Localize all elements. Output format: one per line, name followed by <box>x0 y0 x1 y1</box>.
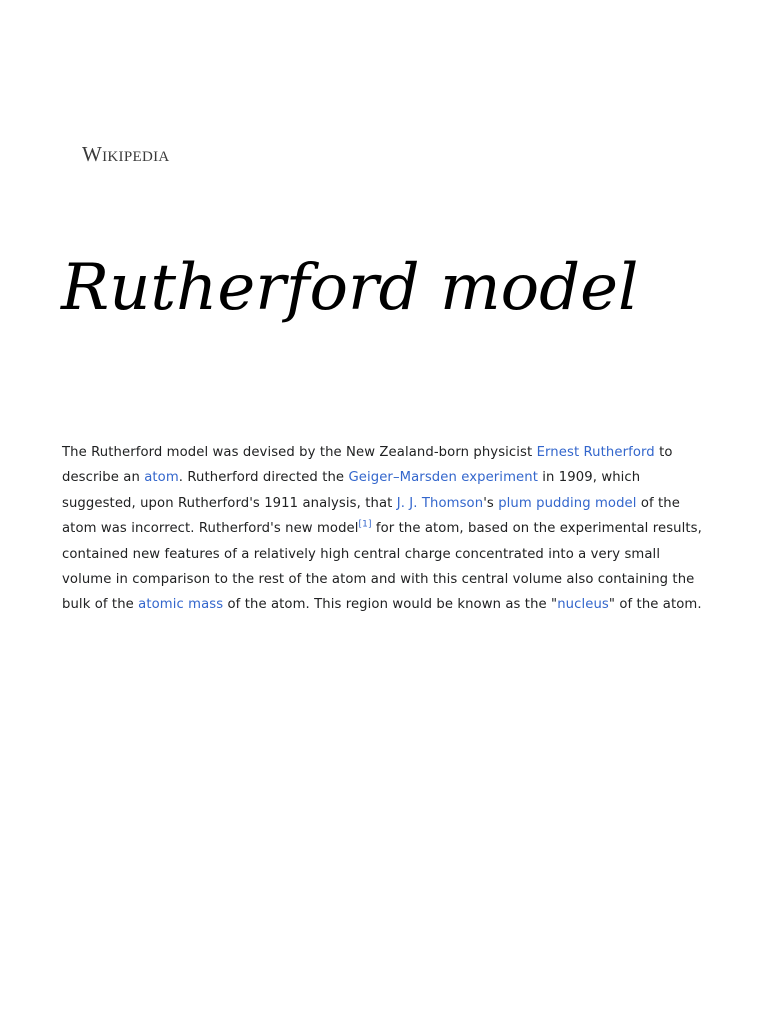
paragraph-text: in 1909, which suggested, upon Rutherford's 1911 analysis, that <box>62 470 641 511</box>
paragraph-text: 's <box>483 495 499 511</box>
link-geiger-marsden-experiment[interactable]: Geiger–Marsden experiment <box>348 470 538 486</box>
page-title: Rutherford model <box>61 251 639 325</box>
paragraph-text: " of the atom. <box>608 597 702 613</box>
paragraph-text: for the atom, based on the experimental results, contained new features of a relatively high central charge concentrated into a very small volume in comparison to the rest of the atom and with this central volume also containing the bulk of the <box>62 521 702 613</box>
link-atom[interactable]: atom <box>144 470 179 486</box>
link-jj-thomson[interactable]: J. J. Thomson <box>396 495 484 511</box>
link-nucleus[interactable]: nucleus <box>557 597 609 613</box>
link-ernest-rutherford[interactable]: Ernest Rutherford <box>536 445 655 460</box>
paragraph-text: of the atom was incorrect. Rutherford's new model <box>62 495 680 537</box>
paragraph-text: to describe an <box>62 445 673 486</box>
reference-1[interactable]: [1] <box>358 519 372 530</box>
paragraph-text: The Rutherford model was devised by the New Zealand-born physicist <box>62 445 537 460</box>
wikipedia-wordmark[interactable]: Wikipedia <box>82 142 170 166</box>
article-intro-paragraph <box>62 440 708 618</box>
link-plum-pudding-model[interactable]: plum pudding model <box>498 495 637 511</box>
paragraph-text: of the atom. This region would be known as the " <box>223 597 558 613</box>
paragraph-text: . Rutherford directed the <box>178 470 349 486</box>
link-atomic-mass[interactable]: atomic mass <box>138 597 224 613</box>
